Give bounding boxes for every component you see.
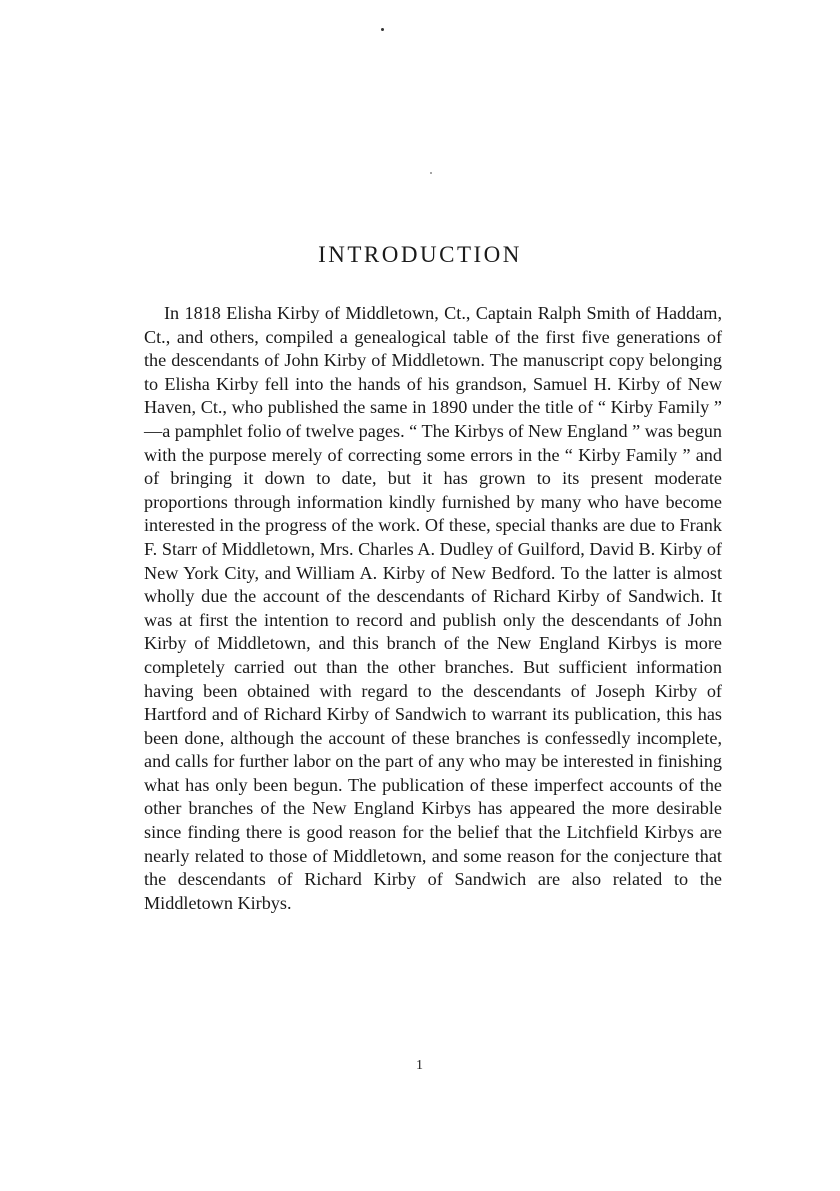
page-title: INTRODUCTION: [318, 242, 522, 267]
page-number: 1: [416, 1058, 424, 1073]
ink-speck: [430, 172, 432, 174]
introduction-paragraph: In 1818 Elisha Kirby of Middletown, Ct., Captain Ralph Smith of Haddam, Ct., and others, compiled a genealogical table of the first five generations of the descendants of John Kirby of Middletown. The manuscript copy belonging to Elisha Kirby fell into the hands of his grandson, Samuel H. Kirby of New Haven, Ct., who published the same in 1890 under the title of “ Kirby Family ” —a pamphlet folio of twelve pages. “ The Kirbys of New England ” was begun with the purpose merely of correcting some errors in the “ Kirby Family ” and of bringing it down to date, but it has grown to its present moderate proportions through information kindly furnished by many who have become interested in the progress of the work. Of these, special thanks are due to Frank F. Starr of Middletown, Mrs. Charles A. Dudley of Guilford, David B. Kirby of New York City, and William A. Kirby of New Bedford. To the latter is almost wholly due the account of the descendants of Richard Kirby of Sandwich. It was at first the intention to record and publish only the descendants of John Kirby of Middletown, and this branch of the New England Kirbys is more completely carried out than the other branches. But sufficient information having been obtained with regard to the descendants of Joseph Kirby of Hartford and of Richard Kirby of Sandwich to warrant its publication, this has been done, although the account of these branches is confessedly incomplete, and calls for further labor on the part of any who may be interested in finishing what has only been begun. The publication of these imperfect accounts of the other branches of the New England Kirbys has appeared the more desirable since finding there is good reason for the belief that the Litchfield Kirbys are nearly related to those of Middletown, and some reason for the conjecture that the descendants of Richard Kirby of Sandwich are also related to the Middletown Kirbys.: [144, 303, 722, 913]
ink-speck: [381, 28, 384, 31]
